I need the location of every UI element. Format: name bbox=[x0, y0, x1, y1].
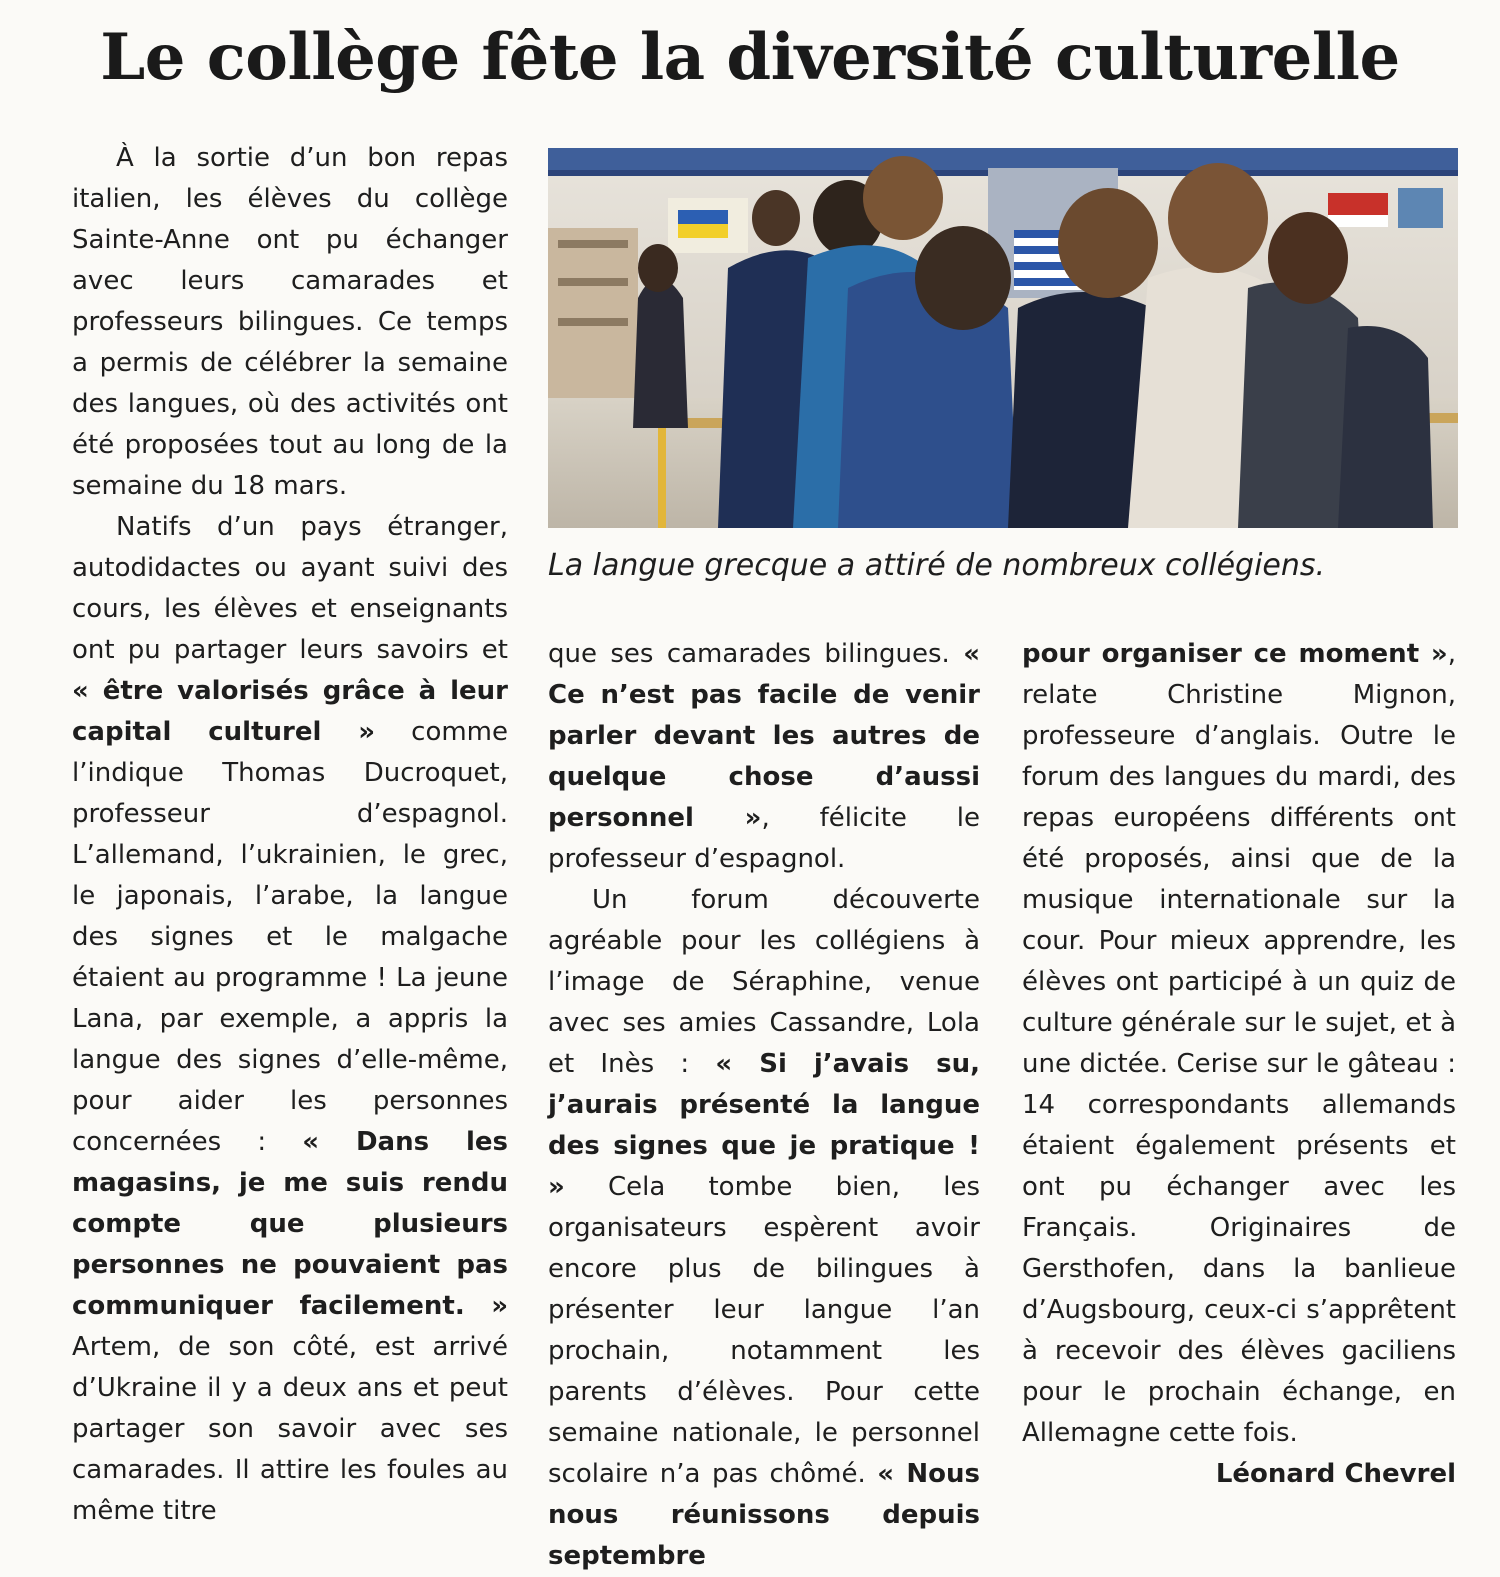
text-run: que ses camarades bilingues. bbox=[548, 639, 964, 669]
article-column-2 bbox=[548, 634, 980, 1577]
text-run: Artem, de son côté, est arrivé d’Ukraine il y a deux ans et peut partager son savoir avec ses camarades. Il attire les foules au même titre bbox=[72, 1332, 508, 1526]
article-photo bbox=[548, 148, 1458, 528]
paragraph: À la sortie d’un bon repas italien, les élèves du collège Sainte-Anne ont pu échanger avec leurs camarades et professeurs bilingues. Ce temps a permis de célébrer la semaine des langues, où des activités ont été proposées tout au long de la semaine du 18 mars. bbox=[72, 143, 508, 501]
quote: « Dans les magasins, je me suis rendu compte que plusieurs personnes ne pouvaient pas communiquer facilement. » bbox=[72, 1127, 508, 1321]
article-column-1 bbox=[72, 138, 508, 1532]
paragraph bbox=[72, 507, 508, 1532]
quote: « être valorisés grâce à leur capital culturel » bbox=[72, 676, 508, 747]
quote: pour organiser ce moment » bbox=[1022, 639, 1448, 669]
photo-caption: La langue grecque a attiré de nombreux collégiens. bbox=[548, 548, 1326, 583]
article-headline: Le collège fête la diversité culturelle bbox=[100, 20, 1400, 95]
text-run: Natifs d’un pays étranger, autodidactes ou ayant suivi des cours, les élèves et enseignants ont pu partager leurs savoirs et bbox=[72, 512, 508, 665]
quote: « Si j’avais su, j’aurais présenté la langue des signes que je pratique ! » bbox=[548, 1049, 981, 1202]
quote: « Ce n’est pas facile de venir parler devant les autres de quelque chose d’aussi personnel » bbox=[548, 639, 980, 833]
paragraph bbox=[1022, 634, 1456, 1489]
author-signature: Léonard Chevrel bbox=[1215, 1459, 1456, 1489]
paragraph bbox=[548, 880, 980, 1577]
text-run: comme l’indique Thomas Ducroquet, professeur d’espagnol. L’allemand, l’ukrainien, le grec, le japonais, l’arabe, la langue des signes et le malgache étaient au programme ! La jeune Lana, par exemple, a appris la langue des signes d’elle-même, pour aider les personnes concernées : bbox=[72, 717, 509, 1157]
paragraph bbox=[548, 634, 980, 880]
quote: « Nous nous réunissons depuis septembre bbox=[548, 1459, 980, 1571]
text-run: Cela tombe bien, les organisateurs espèrent avoir encore plus de bilingues à présenter leur langue l’an prochain, notamment les parents d’élèves. Pour cette semaine nationale, le personnel scolaire n’a pas chômé. bbox=[548, 1172, 980, 1489]
text-run: , félicite le professeur d’espagnol. bbox=[548, 803, 980, 874]
text-run: , relate Christine Mignon, professeure d’anglais. Outre le forum des langues du mardi, des repas européens différents ont été proposés, ainsi que de la musique internationale sur la cour. Pour mieux apprendre, les élèves ont participé à un quiz de culture générale sur le sujet, et à une dictée. Cerise sur le gâteau : 14 correspondants allemands étaient également présents et ont pu échanger avec les Français. Originaires de Gersthofen, dans la banlieue d’Augsbourg, ceux-ci s’apprêtent à recevoir des élèves gaciliens pour le prochain échange, en Allemagne cette fois. bbox=[1022, 639, 1456, 1448]
article-column-3 bbox=[1022, 634, 1456, 1495]
photo-students-greek-stand bbox=[548, 148, 1458, 528]
text-run: Un forum découverte agréable pour les collégiens à l’image de Séraphine, venue avec ses amies Cassandre, Lola et Inès : bbox=[548, 885, 980, 1079]
